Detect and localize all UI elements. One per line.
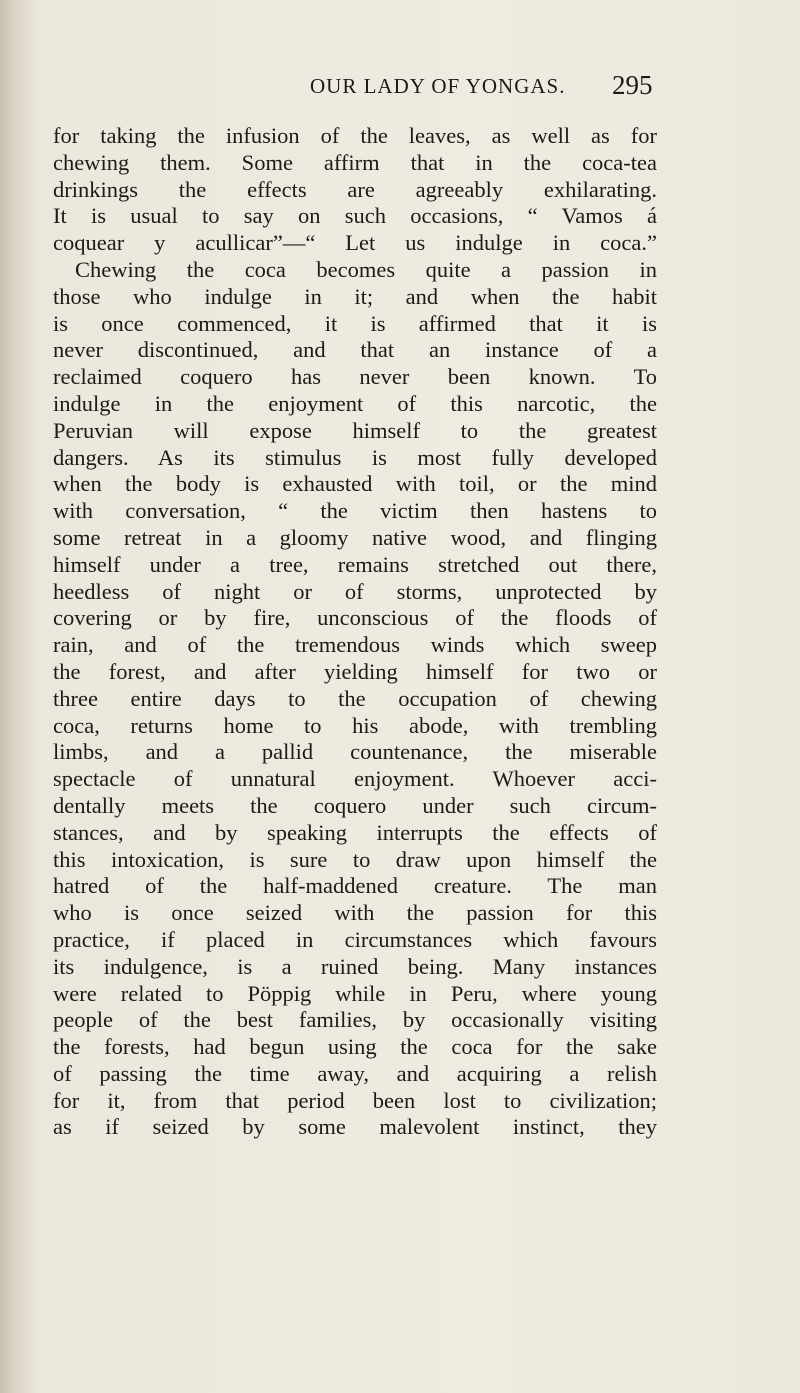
text-line: stances, and by speaking interrupts the effects of — [53, 819, 657, 845]
text-line: spectacle of unnatural enjoyment. Whoever acci- — [53, 766, 657, 792]
text-line: It is usual to say on such occasions, “ Vamos á — [53, 203, 657, 229]
text-line: the forest, and after yielding himself for two or — [53, 658, 657, 684]
text-line: its indulgence, is a ruined being. Many instances — [53, 953, 657, 979]
text-line: for taking the infusion of the leaves, as well as for — [53, 123, 657, 148]
text-line: with conversation, “ the victim then hastens to — [53, 498, 657, 524]
text-line: Chewing the coca becomes quite a passion in — [75, 256, 657, 282]
body-text — [53, 123, 657, 1141]
text-line: indulge in the enjoyment of this narcotic, the — [53, 390, 657, 416]
text-line: the forests, had begun using the coca for the sake — [53, 1034, 657, 1060]
text-line: reclaimed coquero has never been known. To — [53, 364, 657, 390]
text-line: when the body is exhausted with toil, or the mind — [53, 471, 657, 497]
text-line: this intoxication, is sure to draw upon himself the — [53, 846, 657, 872]
text-line: never discontinued, and that an instance of a — [53, 337, 657, 363]
text-line: people of the best families, by occasionally visiting — [53, 1007, 657, 1033]
text-line: of passing the time away, and acquiring a relish — [53, 1060, 657, 1086]
text-line: coca, returns home to his abode, with trembling — [53, 712, 657, 738]
text-line: is once commenced, it is affirmed that it is — [53, 310, 657, 336]
page-number: 295 — [612, 70, 653, 100]
text-line: rain, and of the tremendous winds which sweep — [53, 632, 657, 658]
text-line: three entire days to the occupation of chewing — [53, 685, 657, 711]
text-line: limbs, and a pallid countenance, the miserable — [53, 739, 657, 765]
text-line: practice, if placed in circumstances which favours — [53, 926, 657, 952]
text-line: those who indulge in it; and when the habit — [53, 283, 657, 309]
text-line: for it, from that period been lost to civilization; — [53, 1087, 657, 1113]
text-line: Peruvian will expose himself to the greatest — [53, 417, 657, 443]
text-line: himself under a tree, remains stretched out there, — [53, 551, 657, 577]
text-line: some retreat in a gloomy native wood, and flinging — [53, 524, 657, 550]
text-line: drinkings the effects are agreeably exhilarating. — [53, 176, 657, 202]
text-line: coquear y acullicar”—“ Let us indulge in coca.” — [53, 230, 657, 256]
text-line: hatred of the half-maddened creature. The man — [53, 873, 657, 899]
text-line: as if seized by some malevolent instinct, they — [53, 1114, 657, 1140]
text-line: who is once seized with the passion for this — [53, 900, 657, 926]
text-line: were related to Pöppig while in Peru, where young — [53, 980, 657, 1006]
text-line: dentally meets the coquero under such circum- — [53, 792, 657, 818]
running-head: OUR LADY OF YONGAS. — [310, 74, 566, 98]
text-line: covering or by fire, unconscious of the floods of — [53, 605, 657, 631]
text-line: dangers. As its stimulus is most fully developed — [53, 444, 657, 470]
text-line: heedless of night or of storms, unprotected by — [53, 578, 657, 604]
text-line: chewing them. Some affirm that in the coca-tea — [53, 149, 657, 175]
